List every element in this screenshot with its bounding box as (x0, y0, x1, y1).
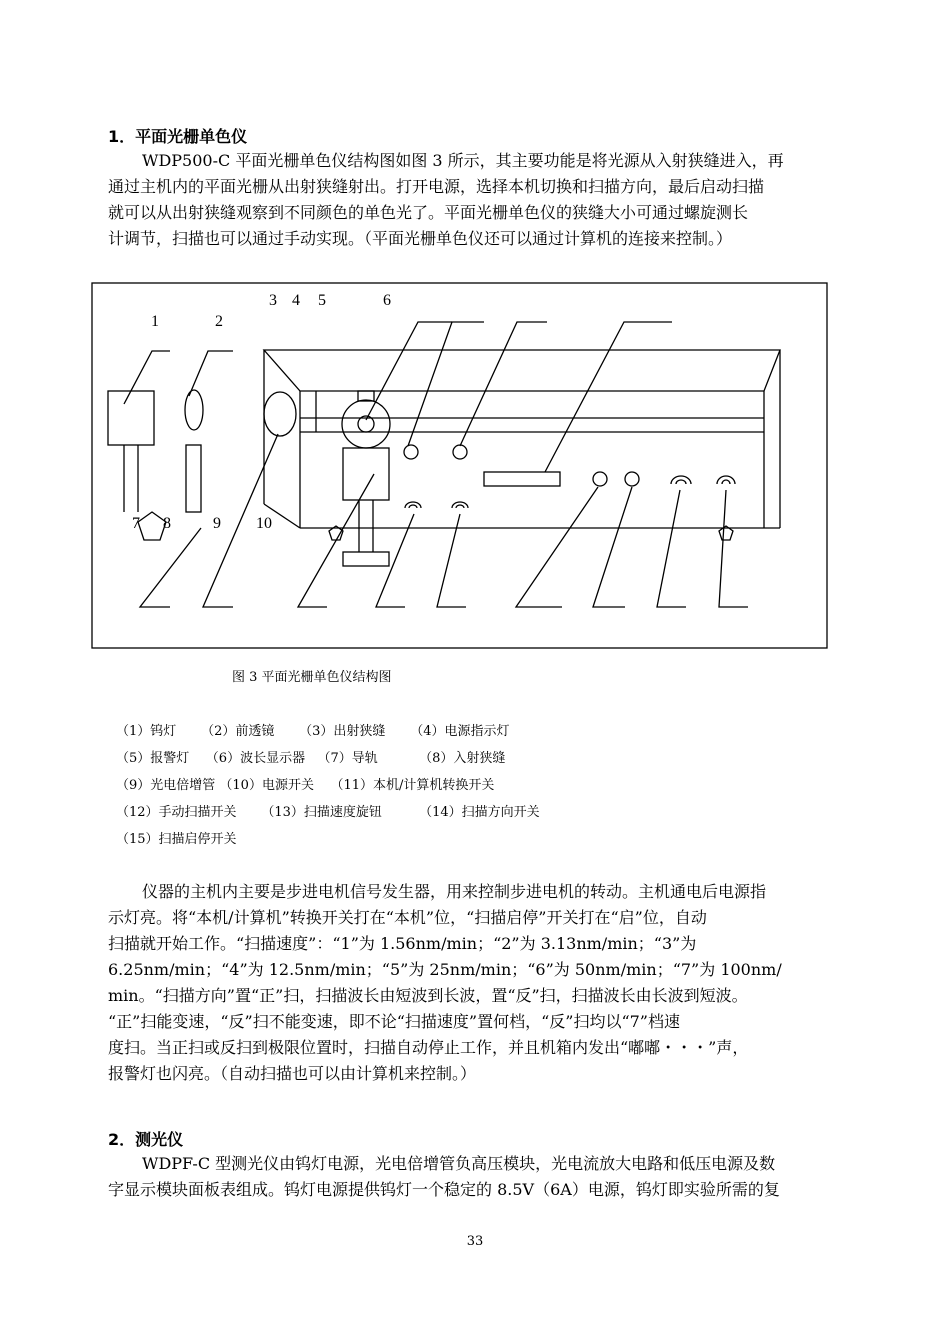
body-paragraph (108, 879, 844, 1087)
figure-label-1: 1 (151, 313, 159, 330)
legend-row: （9）光电倍增管 （10）电源开关 （11）本机/计算机转换开关 (116, 778, 495, 793)
legend-row: （12）手动扫描开关 （13）扫描速度旋钮 （14）扫描方向开关 (116, 805, 540, 820)
figure-label-3: 3 (269, 292, 277, 309)
paragraph-line: 就可以从出射狭缝观察到不同颜色的单色光了。平面光栅单色仪的狭缝大小可通过螺旋测长 (108, 203, 749, 222)
section2-heading: 2．测光仪 (108, 1130, 184, 1149)
paragraph-line: 计调节，扫描也可以通过手动实现。（平面光栅单色仪还可以通过计算机的连接来控制。） (108, 229, 733, 248)
paragraph-line: 字显示模块面板表组成。钨灯电源提供钨灯一个稳定的 8.5V（6A）电源，钨灯即实验所需的复 (108, 1180, 780, 1199)
front-lens (185, 390, 203, 430)
entrance-slit (264, 392, 296, 436)
figure-label-2: 2 (215, 313, 223, 330)
rail-foot-left (138, 512, 166, 540)
section1-heading: 1．平面光栅单色仪 (108, 127, 248, 146)
page-number: 33 (466, 1234, 484, 1249)
alarm-light (453, 445, 467, 459)
paragraph-line: 通过主机内的平面光栅从出射狭缝射出。打开电源，选择本机切换和扫描方向，最后启动扫描 (108, 177, 765, 196)
figure-label-9: 9 (213, 515, 221, 532)
figure-label-8: 8 (163, 515, 171, 532)
legend-row: （5）报警灯 （6）波长显示器 （7）导轨 （8）入射狭缝 (116, 751, 506, 766)
paragraph-line: WDPF-C 型测光仪由钨灯电源，光电倍增管负高压模块，光电流放大电路和低压电源及数 (142, 1154, 776, 1173)
knob-a (593, 472, 607, 486)
legend-row: （1）钨灯 （2）前透镜 （3）出射狭缝 （4）电源指示灯 (116, 724, 510, 739)
paragraph-line: 扫描就开始工作。“扫描速度”：“1”为 1.56nm/min；“2”为 3.13nm/min；“3”为 (108, 934, 697, 953)
housing-top (264, 350, 780, 391)
wavelength-display (484, 472, 560, 486)
figure-label-10: 10 (256, 515, 272, 532)
photomultiplier (343, 448, 389, 500)
figure-legend (116, 718, 540, 853)
paragraph-line: min。“扫描方向”置“正”扫，扫描波长由短波到长波，置“反”扫，扫描波长由长波到短波。 (108, 986, 748, 1005)
exit-slit (342, 400, 390, 448)
figure-label-5: 5 (318, 292, 326, 309)
paragraph-line: 仪器的主机内主要是步进电机信号发生器，用来控制步进电机的转动。主机通电后电源指 (142, 882, 767, 901)
paragraph-line: 6.25nm/min；“4”为 12.5nm/min；“5”为 25nm/min；“6”为 50nm/min；“7”为 100nm/ (108, 960, 782, 979)
paragraph-line: 示灯亮。将“本机/计算机”转换开关打在“本机”位，“扫描启停”开关打在“启”位，自动 (108, 908, 707, 927)
figure-frame (92, 283, 827, 648)
power-indicator-light (404, 445, 418, 459)
leader-1 (124, 351, 170, 404)
figure-label-6: 6 (383, 292, 391, 309)
legend-row: （15）扫描启停开关 (116, 832, 237, 847)
paragraph-line: “正”扫能变速，“反”扫不能变速，即不论“扫描速度”置何档，“反”扫均以“7”档速 (108, 1012, 680, 1031)
knob-b (625, 472, 639, 486)
section2-paragraph (108, 1151, 844, 1203)
paragraph-line: 报警灯也闪亮。（自动扫描也可以由计算机来控制。） (108, 1064, 477, 1083)
figure-label-7: 7 (132, 515, 140, 532)
figure-label-4: 4 (292, 292, 300, 309)
tungsten-lamp (108, 391, 154, 445)
paragraph-line: WDP500-C 平面光栅单色仪结构图如图 3 所示，其主要功能是将光源从入射狭缝进入，再 (142, 151, 784, 170)
figure-caption: 图 3 平面光栅单色仪结构图 (232, 670, 392, 685)
paragraph-line: 度扫。当正扫或反扫到极限位置时，扫描自动停止工作，并且机箱内发出“嘟嘟・・・”声， (108, 1038, 749, 1057)
